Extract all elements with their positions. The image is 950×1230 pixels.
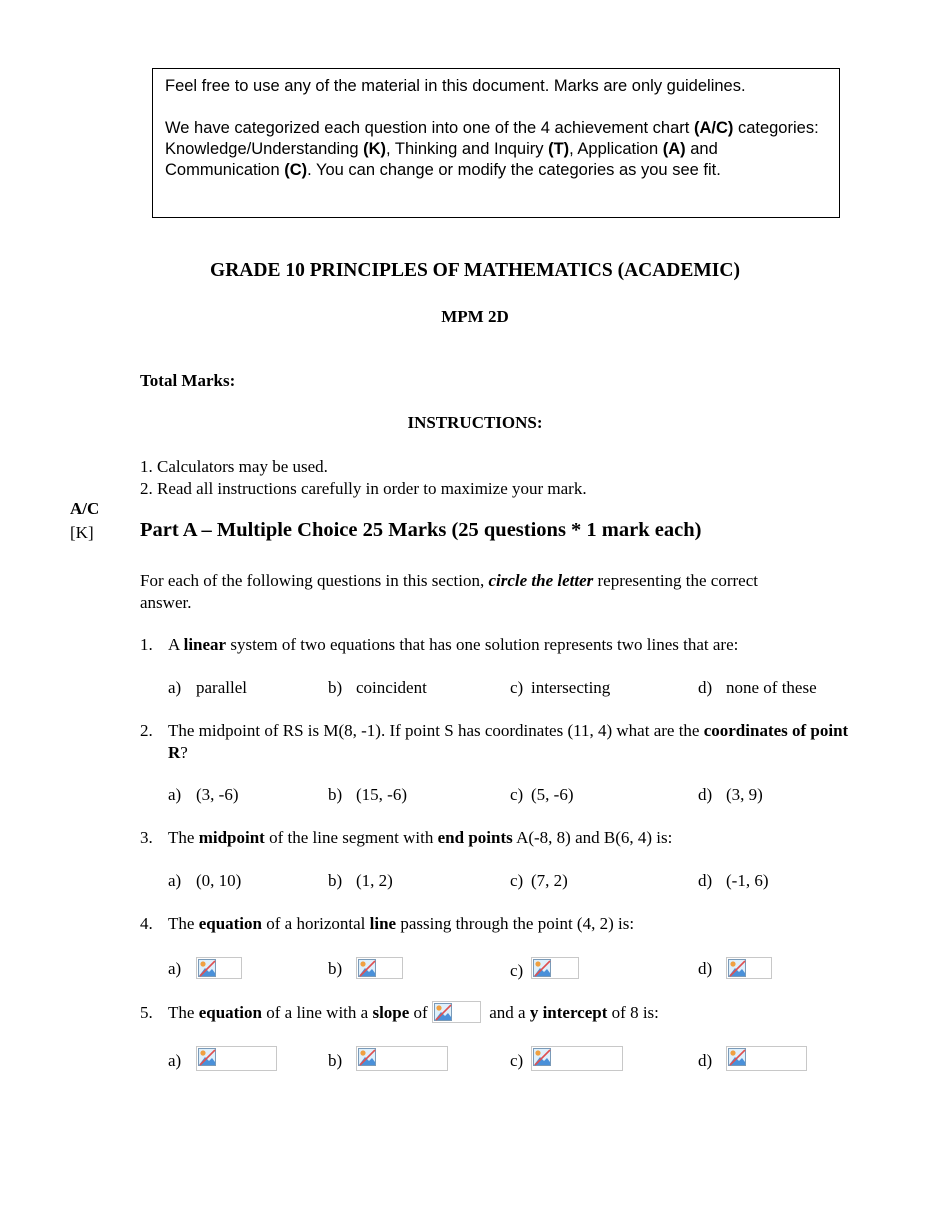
question-keyword: coordinates of point R	[168, 721, 849, 762]
part-a-intro	[140, 570, 780, 614]
question-5	[140, 1001, 860, 1024]
option-text: (7, 2)	[531, 871, 568, 890]
question-text: system of two equations that has one solution represents two lines that are:	[226, 635, 739, 654]
question-keyword: end points	[437, 828, 513, 847]
option-text: none of these	[726, 678, 817, 697]
question-text: A	[168, 635, 184, 654]
option-5a[interactable]	[168, 1046, 277, 1072]
option-label: c)	[510, 1051, 524, 1070]
option-text: parallel	[196, 678, 247, 697]
notice-text: and Communication	[165, 140, 718, 179]
question-number: 1.	[140, 635, 153, 654]
question-text: of a horizontal	[261, 914, 370, 933]
question-4	[140, 913, 860, 935]
broken-image-icon	[432, 1001, 481, 1023]
question-keyword: line	[369, 914, 397, 933]
question-keyword: equation	[198, 1003, 262, 1022]
option-2c[interactable]	[510, 784, 573, 806]
question-number: 3.	[140, 828, 153, 847]
option-label: c)	[510, 871, 524, 890]
broken-image-icon	[356, 957, 403, 979]
question-text: ?	[180, 743, 188, 762]
notice-k: (K)	[363, 140, 387, 158]
notice-ac: (A/C)	[693, 119, 734, 137]
notice-t: (T)	[548, 140, 570, 158]
question-1	[140, 634, 860, 656]
broken-image-icon	[726, 1046, 807, 1071]
option-label: d)	[698, 785, 713, 804]
option-3b[interactable]	[328, 870, 393, 892]
page-title: GRADE 10 PRINCIPLES OF MATHEMATICS (ACADEMIC)	[210, 260, 740, 281]
option-label: a)	[168, 959, 182, 978]
notice-paragraph	[165, 118, 827, 181]
instructions-list	[140, 456, 587, 500]
question-text: The	[168, 1003, 199, 1022]
option-5c[interactable]	[510, 1046, 623, 1072]
option-label: b)	[328, 871, 343, 890]
option-2d[interactable]	[698, 784, 763, 806]
notice-line-1: Feel free to use any of the material in this document. Marks are only guidelines.	[165, 77, 746, 95]
option-4a[interactable]	[168, 957, 242, 980]
question-text: of 8 is:	[607, 1003, 659, 1022]
question-2	[140, 720, 858, 764]
option-label: b)	[328, 678, 343, 697]
question-text: and a	[484, 1003, 530, 1022]
option-label: d)	[698, 959, 713, 978]
notice-c: (C)	[284, 161, 308, 179]
option-label: c)	[510, 785, 524, 804]
option-text: (15, -6)	[356, 785, 407, 804]
option-1b[interactable]	[328, 677, 427, 699]
question-text: A(-8, 8) and B(6, 4) is:	[512, 828, 673, 847]
question-keyword: equation	[198, 914, 262, 933]
option-label: a)	[168, 871, 182, 890]
broken-image-icon	[196, 1046, 277, 1071]
question-text: passing through the point (4, 2) is:	[396, 914, 635, 933]
option-text: coincident	[356, 678, 427, 697]
question-text: of	[409, 1003, 432, 1022]
broken-image-icon	[531, 957, 579, 979]
question-text: of a line with a	[261, 1003, 373, 1022]
option-label: a)	[168, 785, 182, 804]
option-text: (-1, 6)	[726, 871, 769, 890]
option-2b[interactable]	[328, 784, 407, 806]
question-3	[140, 827, 860, 849]
broken-image-icon	[726, 957, 772, 979]
notice-text: , Thinking and Inquiry	[386, 140, 549, 158]
option-1c[interactable]	[510, 677, 610, 699]
instruction-item: 1. Calculators may be used.	[140, 457, 328, 476]
margin-ac-label: A/C	[70, 499, 100, 518]
option-5d[interactable]	[698, 1046, 807, 1072]
margin-k-label: [K]	[70, 523, 94, 542]
option-text: (1, 2)	[356, 871, 393, 890]
option-text: (0, 10)	[196, 871, 242, 890]
notice-text: . You can change or modify the categories as you see fit.	[307, 161, 721, 179]
question-number: 4.	[140, 914, 153, 933]
notice-box	[152, 68, 840, 218]
course-code: MPM 2D	[441, 307, 509, 326]
question-text: The midpoint of RS is M(8, -1). If point S has coordinates (11, 4) what are the	[168, 721, 704, 740]
option-label: d)	[698, 678, 713, 697]
notice-a: (A)	[662, 140, 686, 158]
question-keyword: linear	[183, 635, 227, 654]
option-3c[interactable]	[510, 870, 568, 892]
option-text: (3, 9)	[726, 785, 763, 804]
question-keyword: y intercept	[529, 1003, 608, 1022]
broken-image-icon	[531, 1046, 623, 1071]
broken-image-icon	[356, 1046, 448, 1071]
option-2a[interactable]	[168, 784, 238, 806]
option-label: c)	[510, 961, 524, 980]
question-number: 5.	[140, 1003, 153, 1022]
question-text: of the line segment with	[264, 828, 438, 847]
intro-emphasis: circle the letter	[488, 571, 594, 590]
instructions-title: INSTRUCTIONS:	[407, 413, 543, 432]
option-1d[interactable]	[698, 677, 817, 699]
intro-text: For each of the following questions in this section,	[140, 571, 489, 590]
total-marks: Total Marks:	[140, 371, 236, 390]
option-4b[interactable]	[328, 957, 403, 980]
instruction-item: 2. Read all instructions carefully in order to maximize your mark.	[140, 479, 587, 498]
option-4d[interactable]	[698, 957, 772, 980]
option-label: d)	[698, 871, 713, 890]
notice-text: We have categorized each question into one of the 4 achievement chart	[165, 119, 694, 137]
option-3a[interactable]	[168, 870, 241, 892]
option-1a[interactable]	[168, 677, 247, 699]
part-a-heading: Part A – Multiple Choice 25 Marks (25 questions * 1 mark each)	[140, 519, 702, 541]
question-keyword: slope	[372, 1003, 410, 1022]
option-label: c)	[510, 678, 524, 697]
option-label: d)	[698, 1051, 713, 1070]
notice-text: categories: Knowledge/Understanding	[165, 119, 819, 158]
question-text: The	[168, 914, 199, 933]
option-text: (5, -6)	[531, 785, 574, 804]
question-number: 2.	[140, 721, 153, 740]
question-text: The	[168, 828, 199, 847]
option-text: intersecting	[531, 678, 611, 697]
option-text: (3, -6)	[196, 785, 239, 804]
option-5b[interactable]	[328, 1046, 448, 1072]
option-label: b)	[328, 1051, 343, 1070]
option-4c[interactable]	[510, 957, 579, 982]
notice-text: , Application	[569, 140, 663, 158]
option-label: a)	[168, 1051, 182, 1070]
question-keyword: midpoint	[198, 828, 265, 847]
broken-image-icon	[196, 957, 242, 979]
option-3d[interactable]	[698, 870, 768, 892]
option-label: b)	[328, 959, 343, 978]
option-label: a)	[168, 678, 182, 697]
intro-text: representing the correct answer.	[140, 571, 758, 612]
option-label: b)	[328, 785, 343, 804]
